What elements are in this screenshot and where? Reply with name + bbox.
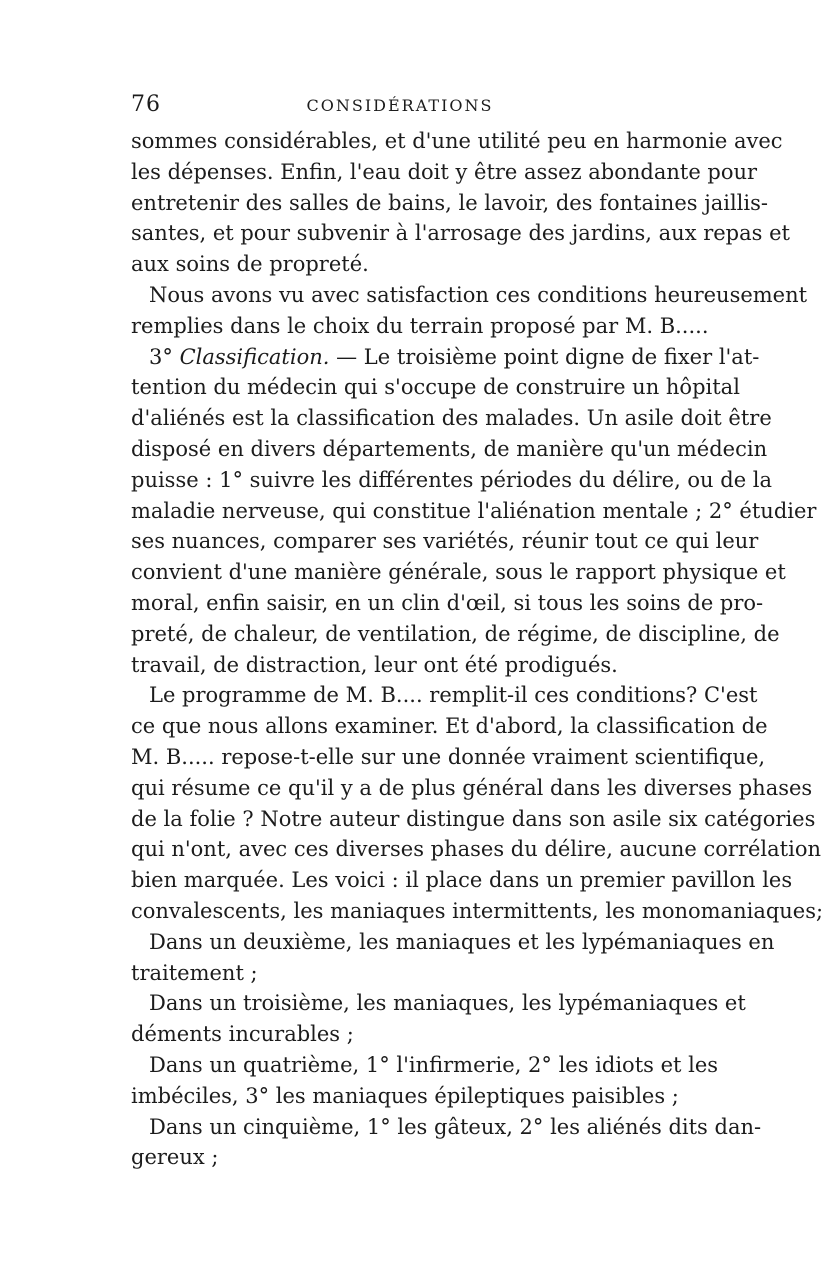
text-line: sommes considérables, et d'une utilité peu en harmonie avec (131, 129, 783, 153)
text-line: gereux ; (131, 1145, 219, 1170)
text-line: puisse : 1° suivre les différentes périodes du délire, ou de la (131, 467, 773, 492)
text-line: convient d'une manière générale, sous le rapport physique et (131, 560, 786, 585)
section-number: 3° (149, 344, 173, 369)
text-line: travail, de distraction, leur ont été prodigués. (131, 652, 618, 677)
text-line: remplies dans le choix du terrain proposé par M. B..... (131, 313, 709, 338)
text-line: preté, de chaleur, de ventilation, de régime, de discipline, de (131, 621, 780, 646)
text-line: disposé en divers départements, de manière qu'un médecin (131, 436, 768, 461)
text-line: qui résume ce qu'il y a de plus général dans les diverses phases (131, 775, 813, 800)
text-line: Dans un troisième, les maniaques, les lypémaniaques et (149, 991, 746, 1016)
body-text (131, 126, 823, 1173)
text-line: les dépenses. Enfin, l'eau doit y être assez abondante pour (131, 159, 758, 184)
text-line: bien marquée. Les voici : il place dans un premier pavillon les (131, 868, 793, 893)
text-line: maladie nerveuse, qui constitue l'aliénation mentale ; 2° étudier (131, 498, 817, 523)
text-line: d'aliénés est la classification des malades. Un asile doit être (131, 406, 772, 431)
text-line: ce que nous allons examiner. Et d'abord, la classification de (131, 714, 768, 739)
text-line: ses nuances, comparer ses variétés, réunir tout ce qui leur (131, 529, 759, 554)
text-line: de la folie ? Notre auteur distingue dans son asile six catégories (131, 806, 816, 831)
text-line: M. B..... repose-t-elle sur une donnée vraiment scientifique, (131, 744, 766, 769)
text-line: aux soins de propreté. (131, 252, 369, 277)
page-number: 76 (131, 92, 161, 117)
text-line: Dans un quatrième, 1° l'infirmerie, 2° les idiots et les (149, 1052, 719, 1077)
section-heading-line (131, 342, 760, 373)
text-line: Dans un cinquième, 1° les gâteux, 2° les aliénés dits dan- (149, 1114, 762, 1139)
text-line: qui n'ont, avec ces diverses phases du délire, aucune corrélation (131, 837, 821, 862)
text-line: imbéciles, 3° les maniaques épileptiques paisibles ; (131, 1083, 679, 1108)
text-line: entretenir des salles de bains, le lavoir, des fontaines jaillis- (131, 190, 768, 215)
text-line: tention du médecin qui s'occupe de construire un hôpital (131, 375, 740, 400)
section-heading-rest: — Le troisième point digne de fixer l'at- (329, 344, 760, 369)
text-line: déments incurables ; (131, 1022, 354, 1047)
text-line: traitement ; (131, 960, 258, 985)
section-title: Classification. (179, 344, 330, 369)
text-line: Nous avons vu avec satisfaction ces conditions heureusement (149, 282, 808, 307)
text-line: convalescents, les maniaques intermittents, les monomaniaques; (131, 898, 823, 923)
text-line: Le programme de M. B.... remplit-il ces conditions? C'est (149, 683, 758, 708)
running-title: CONSIDÉRATIONS (306, 96, 494, 115)
text-line: Dans un deuxième, les maniaques et les lypémaniaques en (149, 929, 775, 954)
text-line: moral, enfin saisir, en un clin d'œil, si tous les soins de pro- (131, 590, 764, 615)
text-line: santes, et pour subvenir à l'arrosage des jardins, aux repas et (131, 221, 790, 246)
